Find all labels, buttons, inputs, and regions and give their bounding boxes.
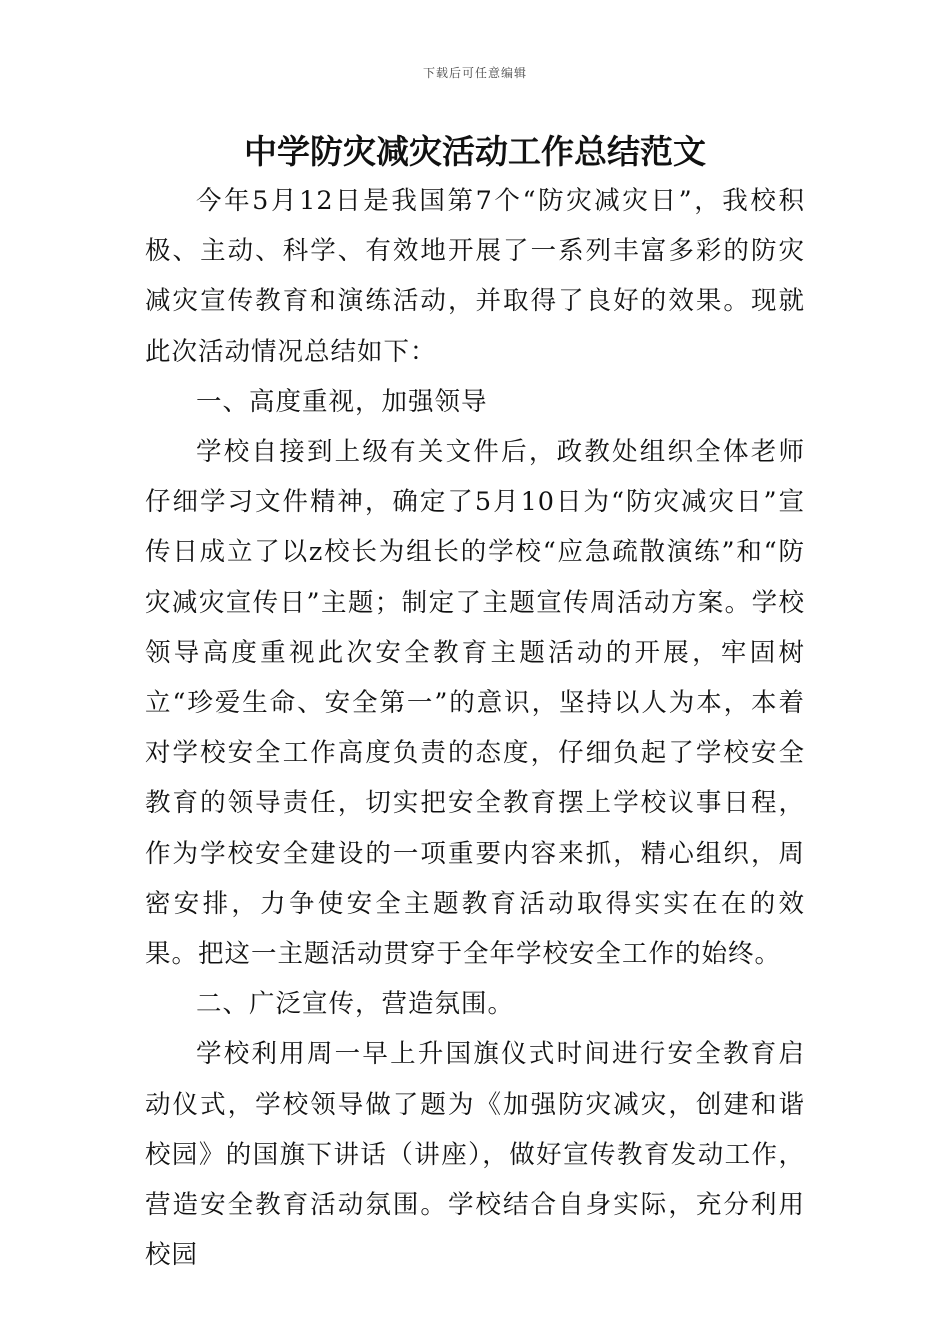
document-body xyxy=(145,176,805,1280)
header-note: 下载后可任意编辑 xyxy=(422,66,527,80)
section-paragraph-2: 学校利用周一早上升国旗仪式时间进行安全教育启动仪式，学校领导做了题为《加强防灾减灾，创建和谐校园》的国旗下讲话（讲座），做好宣传教育发动工作，营造安全教育活动氛围。学校结合自身实际，充分利用校园 xyxy=(145,1039,805,1271)
document-title: 中学防灾减灾活动工作总结范文 xyxy=(244,132,706,171)
intro-paragraph: 今年5月12日是我国第7个“防灾减灾日”，我校积极、主动、科学、有效地开展了一系列丰富多彩的防灾减灾宣传教育和演练活动，并取得了良好的效果。现就此次活动情况总结如下： xyxy=(145,186,805,367)
section-heading-2: 二、广泛宣传，营造氛围。 xyxy=(196,989,515,1020)
section-paragraph-1: 学校自接到上级有关文件后，政教处组织全体老师仔细学习文件精神，确定了5月10日为“防灾减灾日”宣传日成立了以z校长为组长的学校“应急疏散演练”和“防灾减灾宣传日”主题；制定了主题宣传周活动方案。学校领导高度重视此次安全教育主题活动的开展，牢固树立“珍爱生命、安全第一”的意识，坚持以人为本，本着对学校安全工作高度负责的态度，仔细负起了学校安全教育的领导责任，切实把安全教育摆上学校议事日程，作为学校安全建设的一项重要内容来抓，精心组织，周密安排，力争使安全主题教育活动取得实实在在的效果。把这一主题活动贯穿于全年学校安全工作的始终。 xyxy=(145,437,805,970)
section-heading-1: 一、高度重视，加强领导 xyxy=(196,386,488,417)
